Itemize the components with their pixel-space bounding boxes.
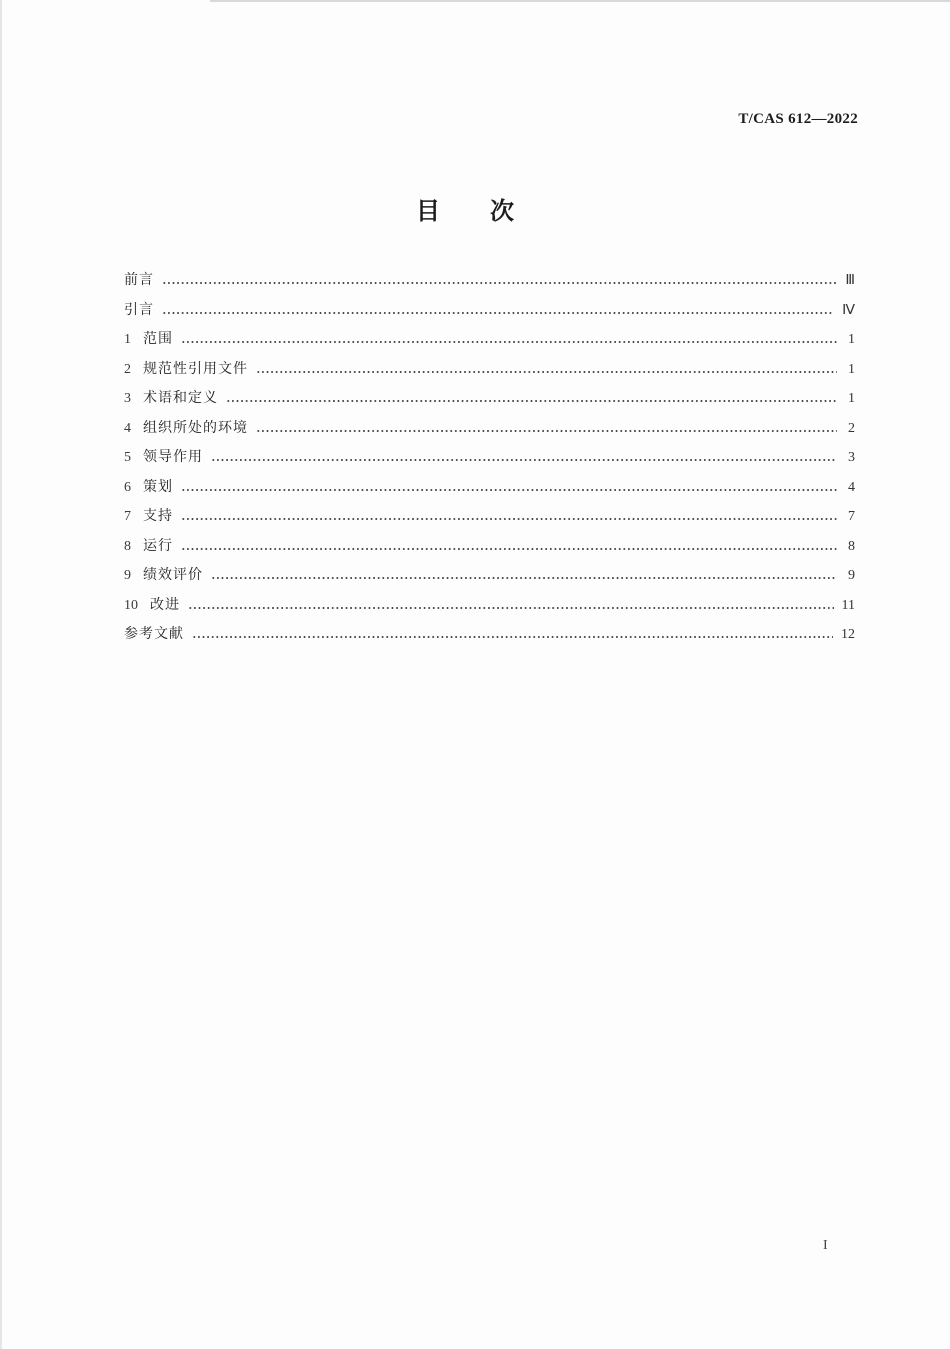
- toc-entry-page: 7: [848, 509, 855, 524]
- toc-entry-page: 12: [841, 627, 855, 642]
- toc-entry-number: 10: [124, 597, 138, 613]
- toc-entry-leadership[interactable]: [124, 446, 855, 476]
- toc-leader-dots: [211, 448, 837, 462]
- toc-entry-number: 4: [124, 420, 131, 436]
- toc-entry-label: 绩效评价: [143, 567, 203, 583]
- toc-entry-label: 引言: [124, 301, 154, 318]
- standard-code: T/CAS 612—2022: [738, 111, 858, 127]
- toc-entry-bibliography[interactable]: [124, 623, 855, 653]
- toc-leader-dots: [256, 360, 837, 374]
- toc-entry-context[interactable]: [124, 417, 855, 447]
- toc-entry-number: 7: [124, 509, 131, 524]
- toc-entry-page: 1: [848, 332, 855, 347]
- toc-leader-dots: [181, 507, 837, 521]
- toc-entry-page: 9: [848, 568, 855, 583]
- toc-entry-page: 1: [848, 391, 855, 406]
- toc-entry-number: 2: [124, 361, 131, 377]
- toc-leader-dots: [256, 419, 837, 433]
- toc-title: 目次: [416, 197, 564, 225]
- scan-edge-top: [210, 0, 950, 2]
- toc-entry-label: 领导作用: [143, 449, 203, 465]
- toc-leader-dots: [192, 625, 833, 639]
- toc-entry-page: 1: [848, 361, 855, 377]
- toc-entry-label: 支持: [143, 508, 173, 524]
- toc-entry-label: 策划: [143, 478, 173, 495]
- toc-entry-label: 范围: [143, 331, 173, 347]
- toc-entry-label: 改进: [150, 596, 180, 613]
- toc-entry-page: Ⅲ: [845, 273, 855, 288]
- toc-entry-number: 1: [124, 332, 131, 347]
- toc-entry-number: 8: [124, 538, 131, 554]
- toc-entry-performance-evaluation[interactable]: [124, 564, 855, 594]
- toc-entry-label: 前言: [124, 272, 154, 288]
- toc-entry-foreword[interactable]: [124, 269, 855, 299]
- toc-entry-page: 2: [848, 420, 855, 436]
- toc-entry-label: 参考文献: [124, 626, 184, 642]
- toc-entry-page: 11: [841, 597, 855, 613]
- toc-entry-improvement[interactable]: [124, 594, 855, 624]
- toc-leader-dots: [188, 596, 834, 610]
- toc-leader-dots: [211, 566, 837, 580]
- toc-leader-dots: [181, 537, 837, 551]
- toc-entry-introduction[interactable]: [124, 299, 855, 329]
- toc-entry-label: 组织所处的环境: [143, 419, 248, 436]
- toc-leader-dots: [181, 330, 837, 344]
- toc-entry-label: 术语和定义: [143, 390, 218, 406]
- toc-entry-number: 5: [124, 450, 131, 465]
- toc-entry-terms-definitions[interactable]: [124, 387, 855, 417]
- toc-entry-page: 8: [848, 538, 855, 554]
- toc-entry-number: 9: [124, 568, 131, 583]
- toc-entry-label: 规范性引用文件: [143, 360, 248, 377]
- toc-entry-number: 3: [124, 391, 131, 406]
- toc-leader-dots: [162, 271, 837, 285]
- toc-entry-scope[interactable]: [124, 328, 855, 358]
- table-of-contents: [124, 269, 855, 653]
- toc-entry-operation[interactable]: [124, 535, 855, 565]
- toc-entry-label: 运行: [143, 537, 173, 554]
- toc-entry-planning[interactable]: [124, 476, 855, 506]
- toc-leader-dots: [181, 478, 837, 492]
- page-number: I: [823, 1238, 828, 1253]
- toc-entry-number: 6: [124, 479, 131, 495]
- toc-entry-page: 4: [848, 479, 855, 495]
- toc-leader-dots: [226, 389, 837, 403]
- toc-leader-dots: [162, 301, 834, 315]
- toc-entry-normative-references[interactable]: [124, 358, 855, 388]
- toc-entry-page: Ⅳ: [842, 302, 855, 318]
- toc-entry-page: 3: [848, 450, 855, 465]
- toc-entry-support[interactable]: [124, 505, 855, 535]
